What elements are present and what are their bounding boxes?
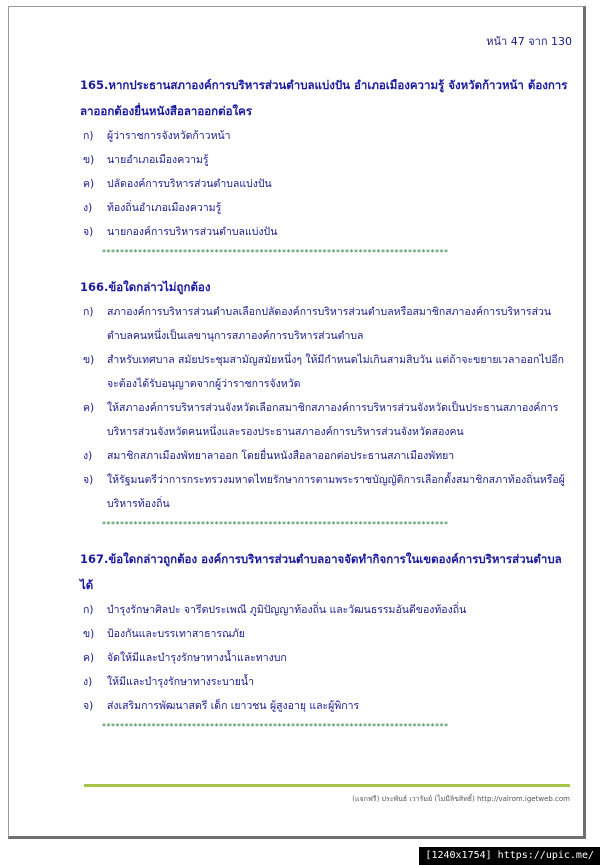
option-letter: ง) [83,450,93,462]
option-text: สำหรับเทศบาล สมัยประชุมสามัญสมัยหนึ่งๆ ให้มีกำหนดไม่เกินสามสิบวัน แต่ถ้าจะขยายเวลาออกไปอีกจะต้องได้รับอนุญาตจากผู้ว่าราชการจังหวัด [107,354,564,390]
option-text: ป้องกันและบรรเทาสาธารณภัย [107,628,245,640]
option-item [80,468,570,516]
option-text: ให้มีและบำรุงรักษาทางระบายน้ำ [107,676,254,688]
option-letter: ค) [83,402,95,414]
option-item [80,694,570,718]
option-text: ปลัดองค์การบริหารส่วนตำบลแบ่งปัน [107,178,272,190]
question-title: 167.ข้อใดกล่าวถูกต้อง องค์การบริหารส่วนตำบลอาจจัดทำกิจการในเขตองค์การบริหารส่วนตำบลได้ [80,552,562,592]
option-text: สภาองค์การบริหารส่วนตำบลเลือกปลัดองค์การบริหารส่วนตำบลหรือสมาชิกสภาองค์การบริหารส่วนตำบลคนหนึ่งเป็นเลขานุการสภาองค์การบริหารส่วนตำบล [107,306,552,342]
separator: ***************************************************************************** [102,248,449,257]
option-text: สมาชิกสภาเมืองพัทยาลาออก โดยยื่นหนังสือลาออกต่อประธานสภาเมืองพัทยา [107,450,455,462]
option-letter: ข) [83,354,95,366]
option-text: ให้สภาองค์การบริหารส่วนจังหวัดเลือกสมาชิกสภาองค์การบริหารส่วนจังหวัดเป็นประธานสภาองค์การบริหารส่วนจังหวัดคนหนึ่งและรองประธานสภาองค์การบริหารส่วนจังหวัดสองคน [107,402,559,438]
option-letter: ก) [83,130,94,142]
option-text: ส่งเสริมการพัฒนาสตรี เด็ก เยาวชน ผู้สูงอายุ และผู้พิการ [107,700,360,712]
option-item [80,300,570,348]
option-item [80,196,570,220]
option-letter: ข) [83,628,95,640]
question-list [80,72,570,748]
option-list [80,300,570,516]
option-item [80,148,570,172]
option-letter: ง) [83,676,93,688]
option-list [80,124,570,244]
option-item [80,646,570,670]
option-letter: ค) [83,652,95,664]
option-item [80,220,570,244]
option-letter: จ) [83,226,94,238]
option-item [80,598,570,622]
option-text: ท้องถิ่นอำเภอเมืองความรู้ [107,202,222,214]
option-item [80,124,570,148]
separator: ***************************************************************************** [102,520,449,529]
option-letter: จ) [83,700,94,712]
option-letter: ข) [83,154,95,166]
option-list [80,598,570,718]
option-item [80,172,570,196]
separator: ***************************************************************************** [102,722,449,731]
question-title: 165.หากประธานสภาองค์การบริหารส่วนตำบลแบ่งปัน อำเภอเมืองความรู้ จังหวัดก้าวหน้า ต้องการลาออกต้องยื่นหนังสือลาออกต่อใคร [80,78,568,118]
option-letter: ก) [83,604,94,616]
option-item [80,348,570,396]
option-item [80,622,570,646]
option-item [80,444,570,468]
option-item [80,396,570,444]
option-letter: จ) [83,474,94,486]
footer-credit: (แจกฟรี) ประพันธ์ เวารัมย์ (ไม่มีลิขสิทธิ์) http://valrom.igetweb.com [352,795,570,803]
question-165 [80,72,570,260]
option-text: ให้รัฐมนตรีว่าการกระทรวงมหาดไทยรักษาการตามพระราชบัญญัติการเลือกตั้งสมาชิกสภาท้องถิ่นหรือผู้บริหารท้องถิ่น [107,474,565,510]
option-letter: ค) [83,178,95,190]
option-text: นายกองค์การบริหารส่วนตำบลแบ่งปัน [107,226,278,238]
option-text: จัดให้มีและบำรุงรักษาทางน้ำและทางบก [107,652,287,664]
option-text: ผู้ว่าราชการจังหวัดก้าวหน้า [107,130,231,142]
option-letter: ง) [83,202,93,214]
option-letter: ก) [83,306,94,318]
option-item [80,670,570,694]
footer-divider [84,784,570,787]
option-text: บำรุงรักษาศิลปะ จารีตประเพณี ภูมิปัญญาท้องถิ่น และวัฒนธรรมอันดีของท้องถิ่น [107,604,467,616]
question-167 [80,546,570,734]
question-166 [80,274,570,532]
page-number: หน้า 47 จาก 130 [486,35,572,48]
option-text: นายอำเภอเมืองความรู้ [107,154,209,166]
watermark: [1240x1754] https://upic.me/ [419,847,600,865]
question-title: 166.ข้อใดกล่าวไม่ถูกต้อง [80,280,211,294]
